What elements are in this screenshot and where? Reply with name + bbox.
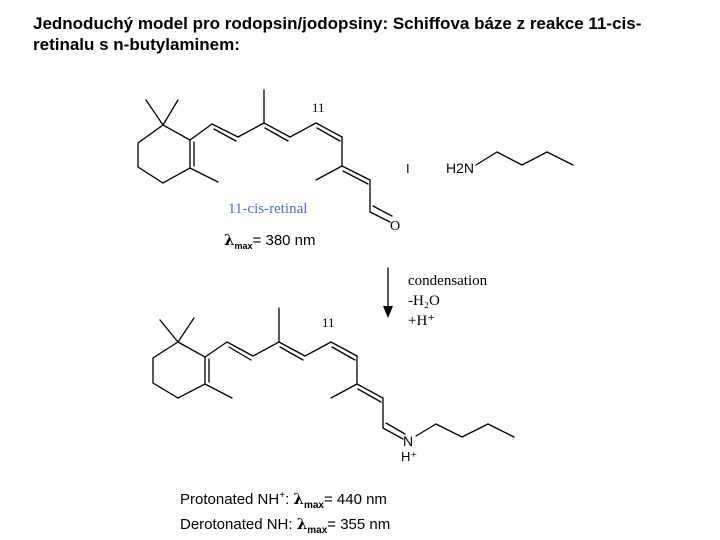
deprotonated-line: Derotonated NH: $\lambda_{max}= 355$ nm	[180, 515, 391, 536]
separator-mark: I	[406, 161, 410, 176]
lambda-max-label: $\lambda_{max}= 380$ nm	[224, 231, 316, 251]
proton-label: H⁺	[401, 449, 418, 464]
page-title: Jednoduchý model pro rodopsin/jodopsiny: Schiffova báze z reakce 11-cis-retinalu s n-butylaminem:	[33, 14, 642, 54]
amine-label: H2N	[446, 160, 475, 176]
protonated-line: Protonated NH+: $\lambda_{max}= 440$ nm	[180, 490, 387, 511]
retinal-name-label: 11-cis-retinal	[228, 201, 308, 217]
absorption-notes	[180, 486, 390, 540]
arrow-head	[383, 306, 393, 318]
butylamine-structure	[476, 152, 573, 165]
proton-addition-label: +H⁺	[408, 313, 436, 329]
oxygen-label: O	[390, 219, 401, 234]
condensation-label: condensation	[408, 273, 488, 289]
water-loss-label: -H₂O	[408, 293, 440, 309]
nitrogen-label: N	[403, 433, 414, 449]
position-11-label: 11	[312, 100, 325, 115]
position-11-label-bottom: 11	[322, 315, 335, 330]
